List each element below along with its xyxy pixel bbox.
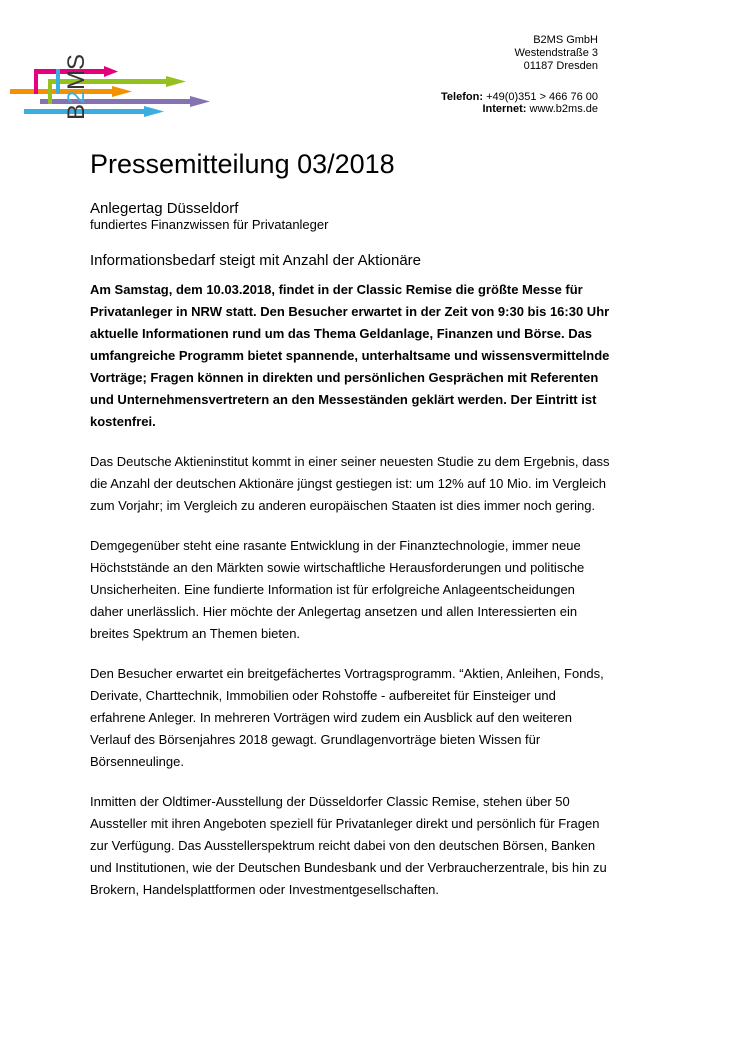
- logo-letter-b: B: [63, 103, 90, 120]
- sender-address: [514, 34, 598, 73]
- lead-paragraph: Am Samstag, dem 10.03.2018, findet in der Classic Remise die größte Messe für Privatanleger in NRW statt. Den Besucher erwartet in der Zeit von 9:30 bis 16:30 Uhr aktuelle Informationen rund um das Thema Geldanlage, Finanzen und Börse. Das umfangreiche Programm bietet spannende, unterhaltsame und wissensvermittelnde Vorträge; Fragen können in direkten und persönlichen Gesprächen mit Referenten und Unternehmensvertretern an den Messeständen geklärt werden. Der Eintritt ist kostenfrei.: [90, 282, 610, 429]
- body-paragraph-1: Das Deutsche Aktieninstitut kommt in einer seiner neuesten Studie zu dem Ergebnis, dass die Anzahl der deutschen Aktionäre jüngst gestiegen ist: um 12% auf 10 Mio. im Vergleich zum Vorjahr; im Vergleich zu anderen europäischen Staaten ist dies immer noch gering.: [90, 454, 610, 513]
- web-address[interactable]: www.b2ms.de: [529, 103, 598, 115]
- web-line: [441, 103, 598, 115]
- event-title: Anlegertag Düsseldorf: [90, 200, 239, 217]
- phone-line: [441, 91, 598, 103]
- logo-digit-2: 2: [63, 90, 90, 104]
- phone-label: Telefon:: [441, 91, 483, 103]
- street: Westendstraße 3: [514, 47, 598, 59]
- phone-number: +49(0)351 > 466 76 00: [486, 91, 598, 103]
- headline: Informationsbedarf steigt mit Anzahl der Aktionäre: [90, 252, 422, 269]
- press-release-body: [90, 148, 610, 901]
- city: 01187 Dresden: [523, 60, 598, 72]
- web-label: Internet:: [482, 103, 527, 115]
- company-name: B2MS GmbH: [533, 34, 598, 46]
- body-paragraph-2: Demgegenüber steht eine rasante Entwicklung in der Finanztechnologie, immer neue Höchststände an den Märkten sowie wirtschaftliche Herausforderungen und politische Unsicherheiten. Eine fundierte Information ist für erfolgreiche Anlageentscheidungen daher unerlässlich. Hier möchte der Anlegertag ansetzen und allen Interessierten ein breites Spektrum an Themen bieten.: [90, 538, 585, 641]
- contact-info: [441, 91, 598, 115]
- event-tagline: fundiertes Finanzwissen für Privatanleger: [90, 217, 329, 232]
- page-title: Pressemitteilung 03/2018: [90, 149, 395, 179]
- body-paragraph-4: Inmitten der Oldtimer-Ausstellung der Düsseldorfer Classic Remise, stehen über 50 Aussteller mit ihren Angeboten speziell für Privatanleger direkt und persönlich für Fragen zur Verfügung. Das Ausstellerspektrum reicht dabei von den deutschen Börsen, Banken und Institutionen, wie der Deutschen Bundesbank und der Verbraucherzentrale, bis hin zu Brokern, Handelsplattformen oder Investmentgesellschaften.: [90, 794, 607, 897]
- logo-letters-ms: MS: [63, 54, 90, 90]
- b2ms-logo: [10, 40, 215, 120]
- body-paragraph-3: Den Besucher erwartet ein breitgefächertes Vortragsprogramm. “Aktien, Anleihen, Fonds, Derivate, Charttechnik, Immobilien oder Rohstoffe - aufbereitet für Einsteiger und erfahrene Anleger. In mehreren Vorträgen wird zudem ein Ausblick auf den weiteren Verlauf des Börsenjahres 2018 gewagt. Grundlagenvorträge bieten Wissen für Börsenneulinge.: [90, 666, 604, 769]
